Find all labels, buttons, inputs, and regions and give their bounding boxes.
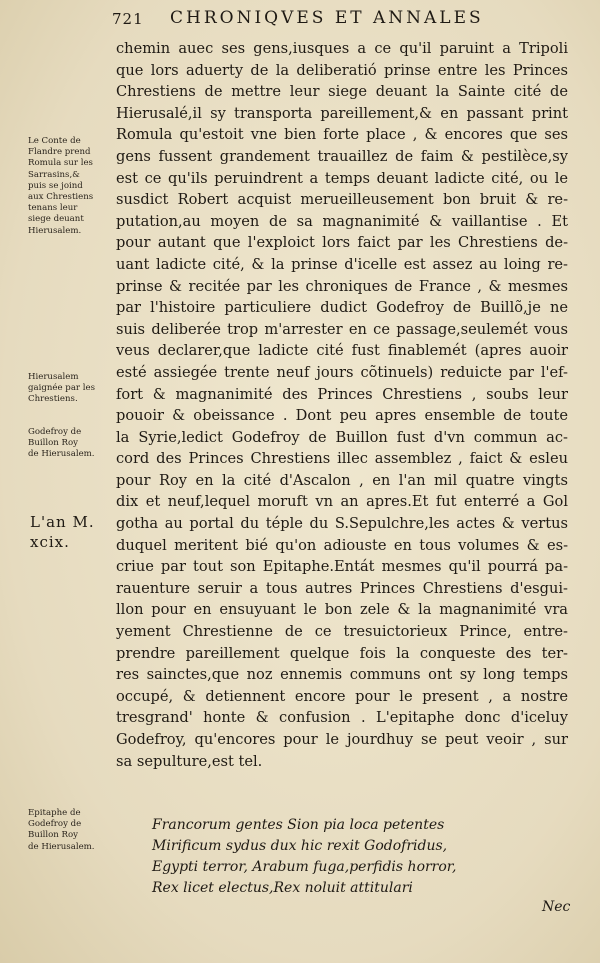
text-line: tresgrand' honte & confusion . L'epitaphe donc d'iceluy — [116, 709, 568, 727]
text-line: res sainctes,que noz ennemis communs ont sy long temps — [116, 666, 568, 684]
epitaph-line: Francorum gentes Sion pia loca petentes — [152, 817, 445, 833]
text-line: prinse & recitée par les chroniques de France , & mesmes — [116, 277, 568, 295]
margin-year-line: L'an M. — [30, 513, 95, 531]
text-line: que lors aduerty de la deliberatió prinse entre les Princes — [116, 61, 568, 79]
text-line: duquel meritent bié qu'on adiouste en tous volumes & es- — [116, 536, 568, 554]
text-line: gens fussent grandement trauaillez de faim & pestilèce,sy — [116, 147, 568, 165]
margin-note-line: de Hierusalem. — [28, 449, 95, 460]
text-line: dix et neuf,lequel moruft vn an apres.Et fut enterré a Gol — [116, 493, 568, 511]
text-line: par l'histoire particuliere dudict Godefroy de Buillõ,je ne — [116, 299, 568, 317]
margin-note-line: Chrestiens. — [28, 394, 78, 405]
text-line: uant ladicte cité, & la prinse d'icelle est assez au loing re- — [116, 255, 568, 273]
margin-note-line: puis se joind — [28, 180, 83, 191]
text-line: pour autant que l'exploict lors faict par les Chrestiens de- — [116, 234, 568, 252]
text-line: Chrestiens de mettre leur siege deuant la Sainte cité de — [116, 83, 568, 101]
text-line: llon pour en ensuyuant le bon zele & la magnanimité vra — [116, 601, 568, 619]
text-line: esté assiegée trente neuf jours cõtinuels) reduicte par l'ef- — [116, 363, 568, 381]
text-line: cord des Princes Chrestiens illec assemblez , faict & esleu — [116, 450, 568, 468]
margin-note-line: Buillon Roy — [28, 830, 79, 841]
epitaph-verse — [152, 815, 552, 899]
text-line: prendre pareillement quelque fois la conqueste des ter- — [116, 644, 568, 662]
margin-note-line: de Hierusalem. — [28, 841, 95, 852]
epitaph-line: Rex licet electus,Rex noluit attitulari — [152, 880, 413, 896]
text-line: occupé, & detiennent encore pour le present , a nostre — [116, 687, 568, 705]
margin-note-conte-de-flandre — [28, 136, 112, 237]
margin-note-line: gaignée par les — [28, 383, 96, 394]
text-line: pouoir & obeissance . Dont peu apres ensemble de toute — [116, 407, 568, 425]
text-line: yement Chrestienne de ce tresuictorieux Prince, entre- — [116, 623, 568, 641]
margin-note-line: Sarrasins,& — [28, 169, 80, 180]
page-number: 721 — [112, 10, 144, 28]
text-line: Godefroy, qu'encores pour le jourdhuy se peut veoir , sur — [116, 731, 568, 748]
running-head — [0, 6, 600, 32]
margin-note-line: Buillon Roy — [28, 438, 79, 449]
text-line: veus declarer,que ladicte cité fust finablemét (apres auoir — [116, 342, 568, 360]
text-line: criue par tout son Epitaphe.Entát mesmes qu'il pourrá pa- — [116, 558, 568, 576]
margin-note-line: tenans leur — [28, 203, 78, 214]
margin-note-line: Godefroy de — [28, 819, 82, 830]
text-line: rauenture seruir a tous autres Princes Chrestiens d'esgui- — [116, 579, 568, 597]
text-line: chemin auec ses gens,iusques a ce qu'il paruint a Tripoli — [116, 40, 568, 57]
text-line: suis deliberée trop m'arrester en ce passage,seulemét vous — [116, 320, 568, 338]
text-line: est ce qu'ils peruindrent a temps deuant ladicte cité, ou le — [116, 169, 568, 187]
main-text-column — [116, 38, 568, 772]
text-line: gotha au portal du téple du S.Sepulchre,les actes & vertus — [116, 515, 568, 533]
text-line: Romula qu'estoit vne bien forte place , & encores que ses — [116, 126, 568, 144]
epitaph-line: Egypti terror, Arabum fuga,perfidis horror, — [152, 859, 457, 875]
margin-note-line: Le Conte de — [28, 136, 81, 146]
text-line: sa sepulture,est tel. — [116, 752, 263, 770]
margin-year-note — [30, 512, 110, 552]
margin-note-line: Godefroy de — [28, 427, 82, 437]
margin-note-line: Epitaphe de — [28, 808, 81, 818]
text-line: la Syrie,ledict Godefroy de Buillon fust d'vn commun ac- — [116, 428, 568, 446]
epitaph-line: Mirificum sydus dux hic rexit Godofridus, — [152, 838, 448, 854]
margin-note-line: aux Chrestiens — [28, 192, 94, 203]
text-line: pour Roy en la cité d'Ascalon , en l'an mil quatre vingts — [116, 471, 568, 489]
running-title: CHRONIQVES ET ANNALES — [170, 8, 484, 28]
text-line: putation,au moyen de sa magnanimité & vaillantise . Et — [116, 212, 568, 230]
text-line: fort & magnanimité des Princes Chrestiens , soubs leur — [116, 385, 568, 403]
margin-note-line: Hierusalem. — [28, 225, 82, 236]
text-line: susdict Robert acquist merueilleusement bon bruit & re- — [116, 191, 568, 209]
margin-note-godefroy-roy — [28, 427, 112, 461]
margin-note-line: Romula sur les — [28, 158, 93, 169]
catchword: Nec — [542, 899, 571, 915]
text-line: Hierusalé,il sy transporta pareillement,& en passant print — [116, 104, 568, 122]
margin-note-line: siege deuant — [28, 214, 84, 225]
margin-note-line: Flandre prend — [28, 147, 91, 158]
margin-note-line: Hierusalem — [28, 372, 79, 382]
margin-note-hierusalem-gaignee — [28, 372, 112, 406]
margin-year-line: xcix. — [30, 533, 70, 551]
margin-note-epitaphe — [28, 808, 112, 853]
